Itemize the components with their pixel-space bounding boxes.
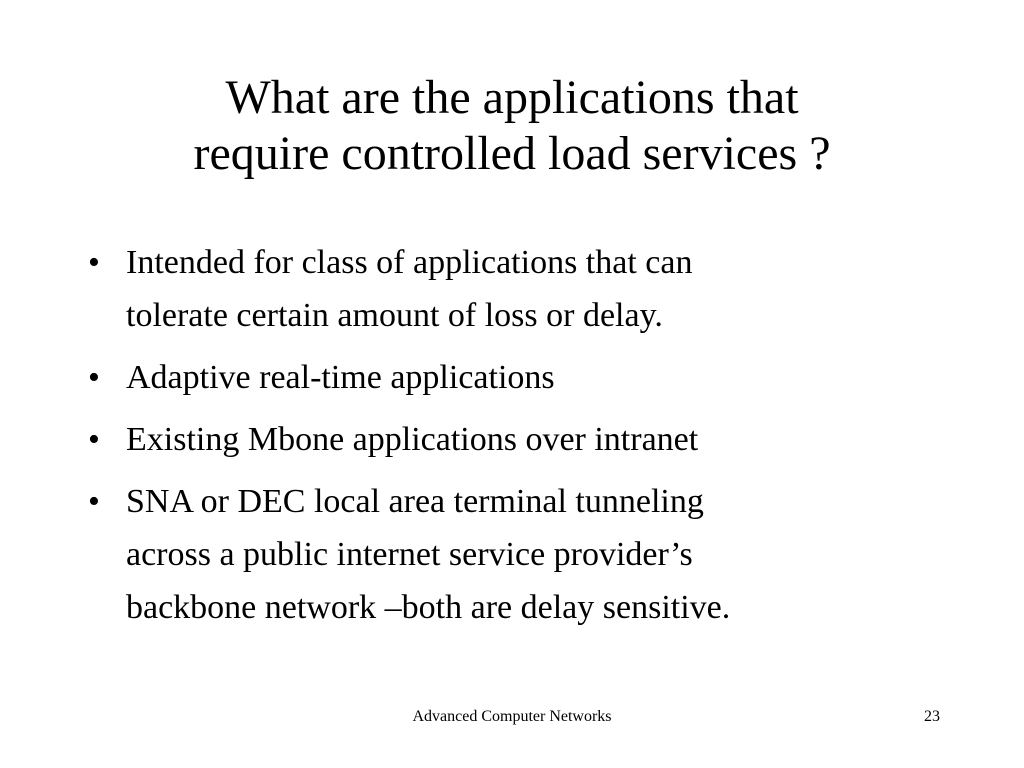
footer-page-number: 23: [924, 708, 940, 725]
bullet-text-line: Intended for class of applications that can: [126, 244, 693, 281]
slide-title-line: What are the applications that: [225, 71, 799, 124]
bullet-text-line: across a public internet service provider’s: [126, 536, 693, 573]
bullet-list: [88, 236, 968, 643]
bullet-text-line: backbone network –both are delay sensitive.: [126, 589, 731, 626]
slide-title: [40, 70, 984, 182]
bullet-text-line: Existing Mbone applications over intranet: [126, 421, 699, 458]
bullet-item: [88, 351, 968, 404]
bullet-glyph: •: [88, 244, 100, 281]
bullet-glyph: •: [88, 483, 100, 520]
bullet-glyph: •: [88, 421, 100, 458]
bullet-item: [88, 475, 968, 634]
bullet-item: [88, 413, 968, 466]
bullet-item: [88, 236, 968, 342]
slide-title-line: require controlled load services ?: [193, 127, 831, 180]
bullet-glyph: •: [88, 359, 100, 396]
bullet-text-line: SNA or DEC local area terminal tunneling: [126, 483, 704, 520]
bullet-text-line: Adaptive real-time applications: [126, 359, 555, 396]
bullet-text-line: tolerate certain amount of loss or delay.: [126, 297, 663, 334]
footer-course-title: Advanced Computer Networks: [412, 708, 612, 725]
